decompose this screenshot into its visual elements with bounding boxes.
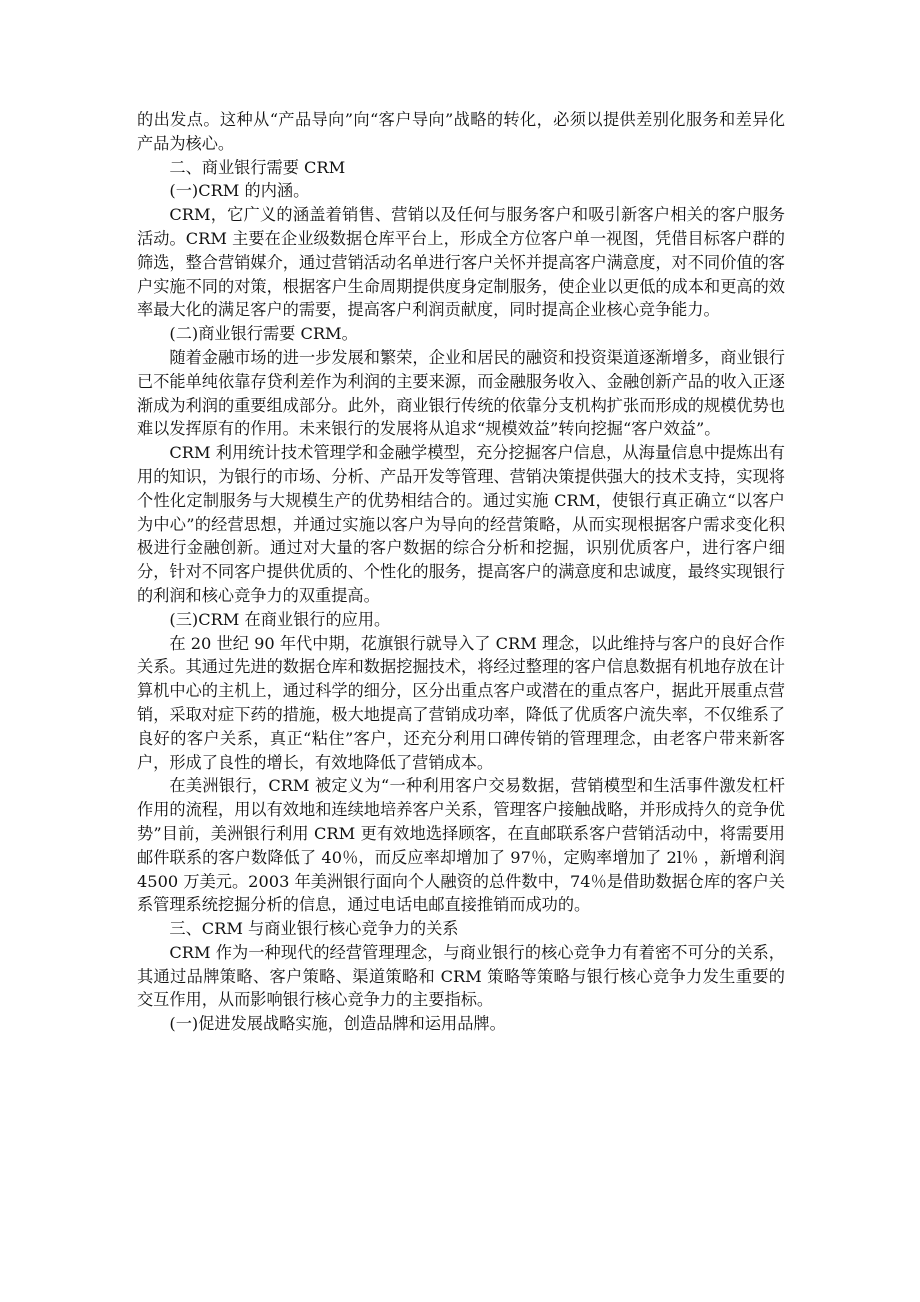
subsection-heading-crm-application: (三)CRM 在商业银行的应用。 [169, 609, 391, 629]
subsection-heading-bank-needs-crm: (二)商业银行需要 CRM。 [169, 324, 358, 344]
paragraph-citibank: 在 20 世纪 90 年代中期，花旗银行就导入了 CRM 理念，以此维持与客户的良好合作关系。其通过先进的数据仓库和数据挖掘技术，将经过整理的客户信息数据有机地存放在计算机中心的主机上，通过科学的细分，区分出重点客户或潜在的重点客户，据此开展重点营销，采取对症下药的措施，极大地提高了营销成功率，降低了优质客户流失率，不仅维系了良好的客户关系，真正“粘住”客户，还充分利用口碑传销的管理理念，由老客户带来新客户，形成了良性的增长，有效地降低了营销成本。 [137, 633, 785, 772]
document-page [137, 108, 785, 1036]
section-heading-3: 三、CRM 与商业银行核心竞争力的关系 [169, 919, 459, 939]
subsection-heading-brand-strategy: (一)促进发展战略实施，创造品牌和运用品牌。 [169, 1014, 506, 1034]
paragraph-crm-statistics: CRM 利用统计技术管理学和金融学模型，充分挖掘客户信息，从海量信息中提炼出有用的知识，为银行的市场、分析、产品开发等管理、营销决策提供强大的技术支持，实现将个性化定制服务与大规模生产的优势相结合的。通过实施 CRM，使银行真正确立“以客户为中心”的经营思想，并通过实施以客户为导向的经营策略，从而实现根据客户需求变化积极进行金融创新。通过对大量的客户数据的综合分析和挖掘，识别优质客户，进行客户细分，针对不同客户提供优质的、个性化的服务，提高客户的满意度和忠诚度，最终实现银行的利润和核心竞争力的双重提高。 [137, 443, 785, 605]
paragraph-continued: 的出发点。这种从“产品导向”向“客户导向”战略的转化，必须以提供差别化服务和差异化产品为核心。 [137, 110, 785, 153]
section-heading-2: 二、商业银行需要 CRM [169, 157, 346, 177]
paragraph-crm-core-competitiveness: CRM 作为一种现代的经营管理理念，与商业银行的核心竞争力有着密不可分的关系，其通过品牌策略、客户策略、渠道策略和 CRM 策略等策略与银行核心竞争力发生重要的交互作用，从而影响银行核心竞争力的主要指标。 [137, 942, 785, 1010]
paragraph-crm-definition: CRM，它广义的涵盖着销售、营销以及任何与服务客户和吸引新客户相关的客户服务活动。CRM 主要在企业级数据仓库平台上，形成全方位客户单一视图，凭借目标客户群的筛选，整合营销媒介，通过营销活动名单进行客户关怀并提高客户满意度，对不同价值的客户实施不同的对策，根据客户生命周期提供度身定制服务，使企业以更低的成本和更高的效率最大化的满足客户的需要，提高客户利润贡献度，同时提高企业核心竞争能力。 [137, 205, 785, 320]
paragraph-bank-of-america: 在美洲银行，CRM 被定义为“一种利用客户交易数据，营销模型和生活事件激发杠杆作用的流程，用以有效地和连续地培养客户关系，管理客户接触战略，并形成持久的竞争优势”目前，美洲银行利用 CRM 更有效地选择顾客，在直邮联系客户营销活动中，将需要用邮件联系的客户数降低了 40％，而反应率却增加了 97％，定购率增加了 2l％ ，新增利润 4500 万美元。2003 年美洲银行面向个人融资的总件数中，74％是借助数据仓库的客户关系管理系统挖掘分析的信息，通过电话电邮直接推销而成功的。 [137, 776, 785, 915]
subsection-heading-crm-definition: (一)CRM 的内涵。 [169, 181, 310, 201]
paragraph-market-development: 随着金融市场的进一步发展和繁荣，企业和居民的融资和投资渠道逐渐增多，商业银行已不能单纯依靠存贷利差作为利润的主要来源，而金融服务收入、金融创新产品的收入正逐渐成为利润的重要组成部分。此外，商业银行传统的依靠分支机构扩张而形成的规模优势也难以发挥原有的作用。未来银行的发展将从追求“规模效益”转向挖掘“客户效益”。 [137, 347, 785, 439]
